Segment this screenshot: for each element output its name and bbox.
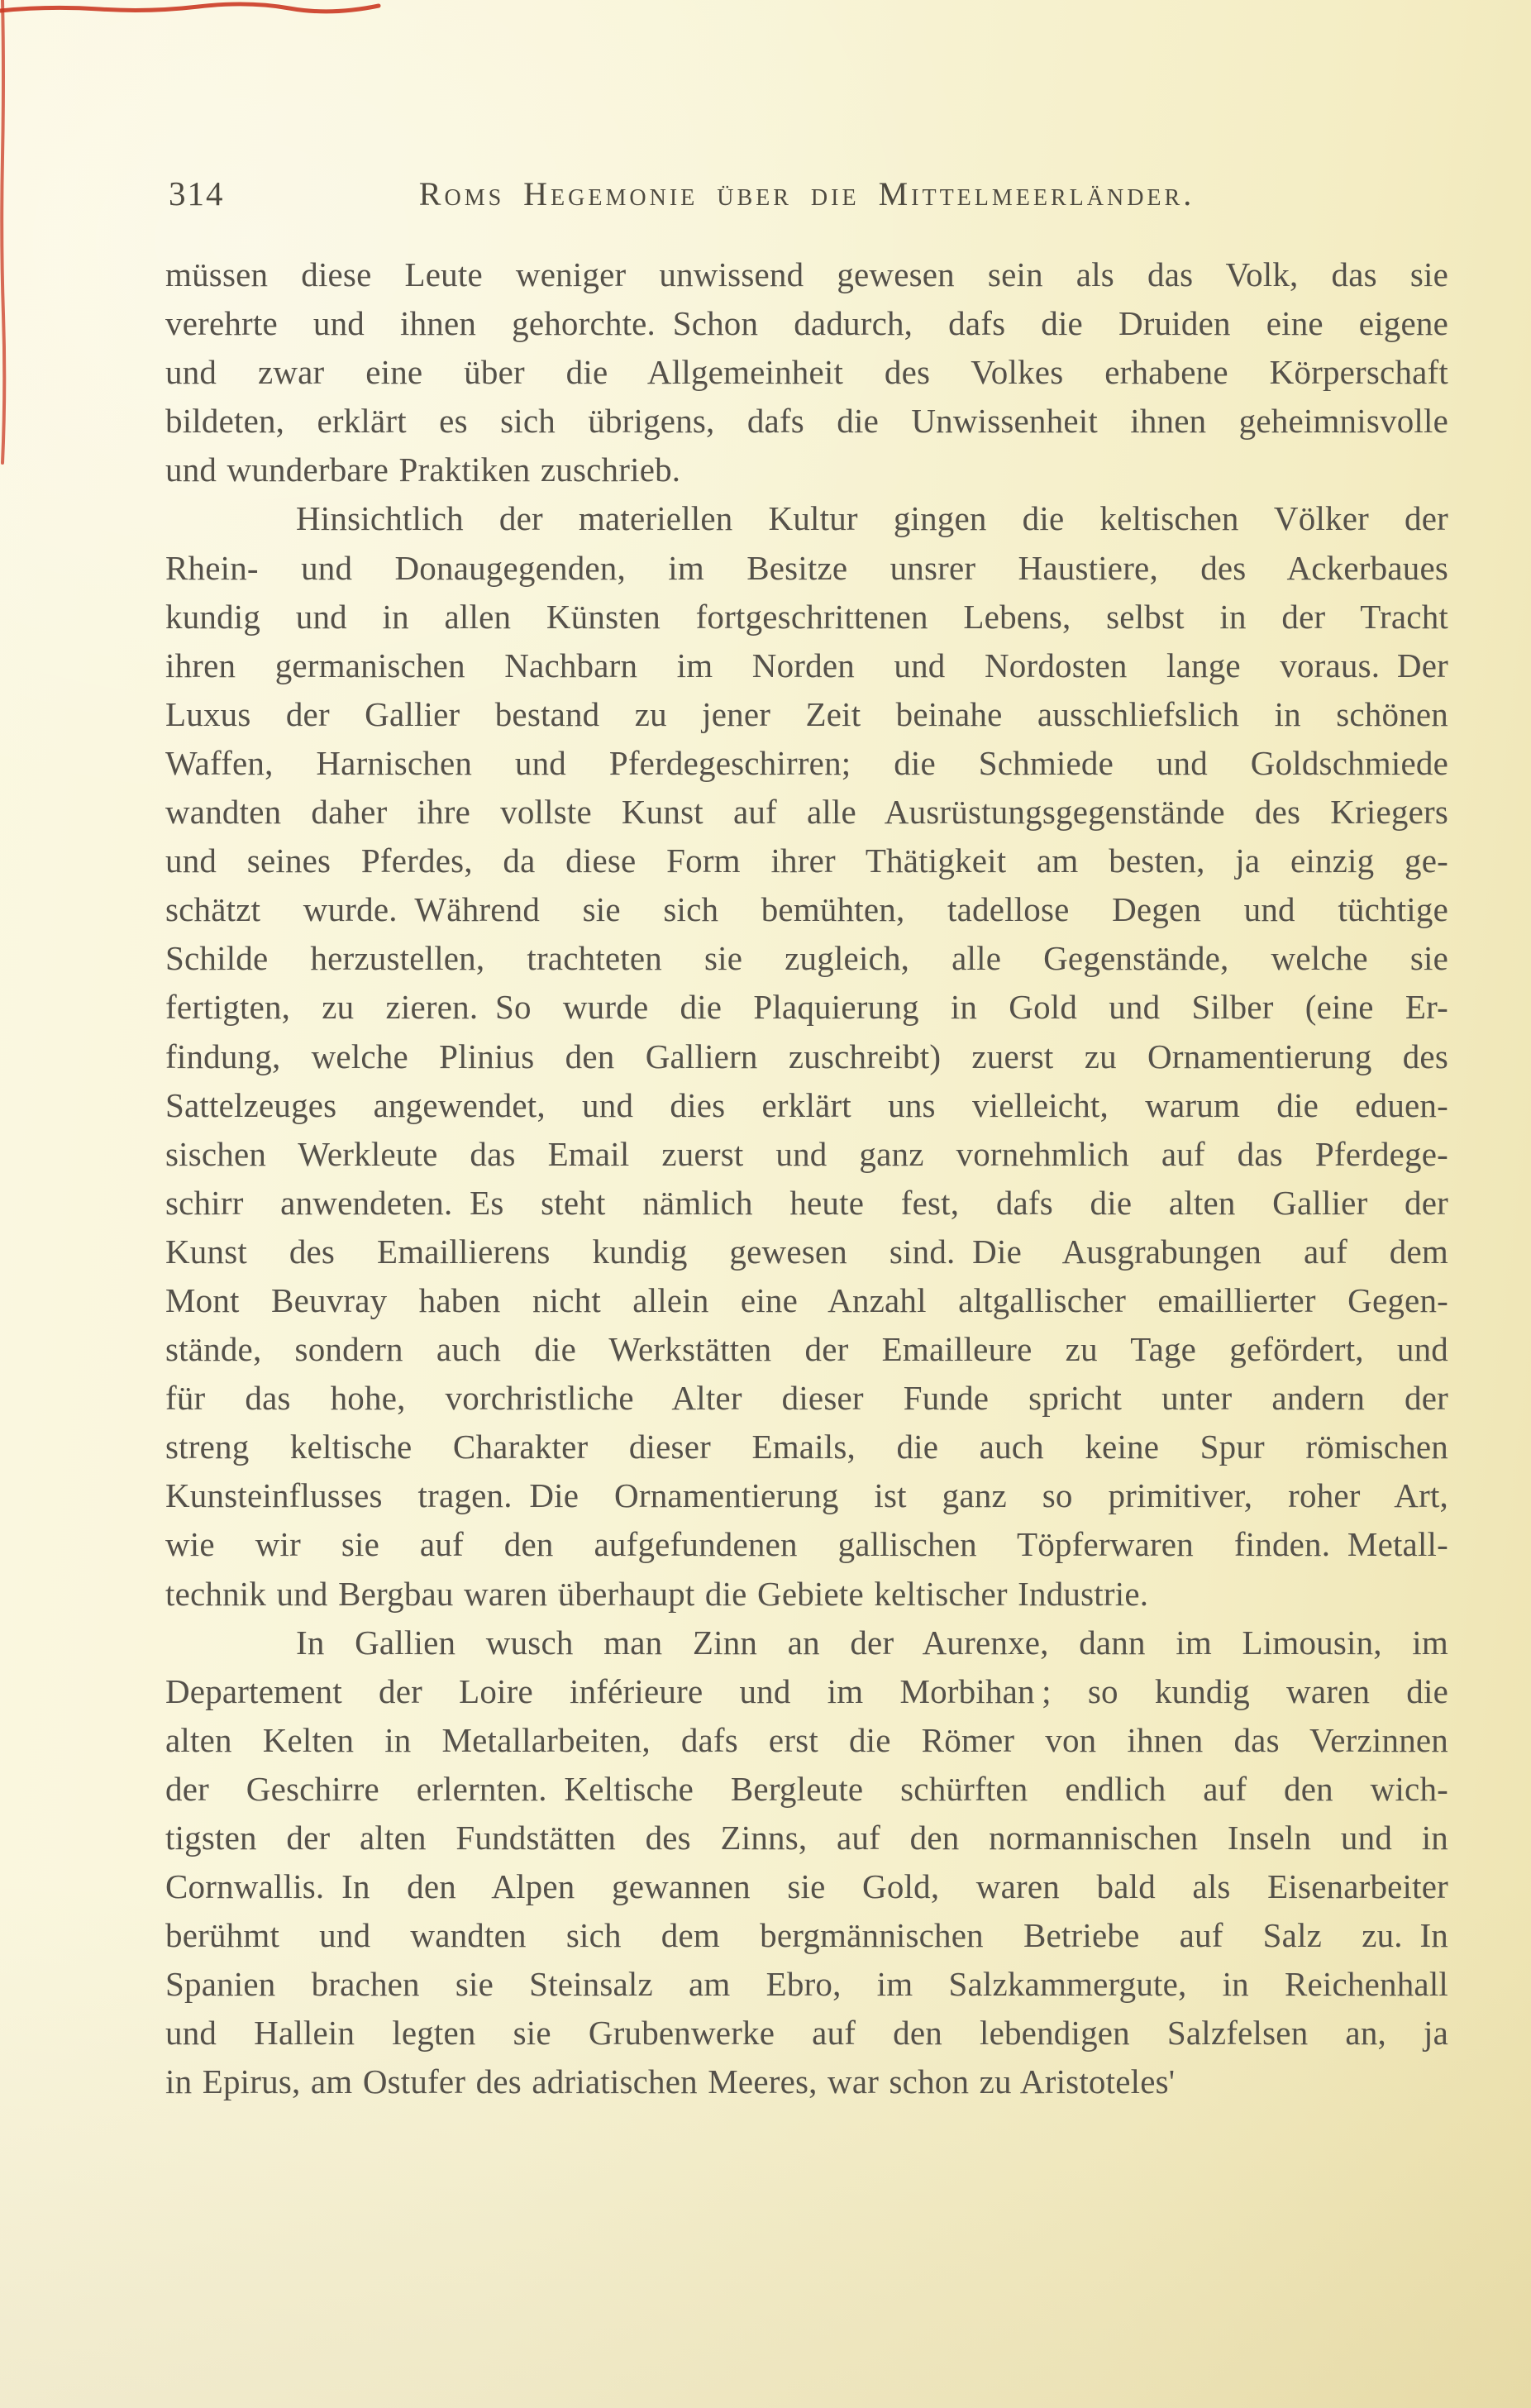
text-line: in Epirus, am Ostufer des adriatischen Meeres, war schon zu Aristoteles': [165, 2062, 1176, 2101]
text-line: Spanien brachen sie Steinsalz am Ebro, im Salzkammergute, in Reichenhall: [165, 1965, 1448, 2004]
text-line: Kunst des Emaillierens kundig gewesen sind. Die Ausgrabungen auf dem: [165, 1232, 1448, 1271]
text-line: berühmt und wandten sich dem bergmännischen Betriebe auf Salz zu. In: [165, 1916, 1448, 1955]
text-line: Departement der Loire inférieure und im Morbihan ; so kundig waren die: [165, 1671, 1448, 1710]
text-line: technik und Bergbau waren überhaupt die Gebiete keltischer Industrie.: [165, 1574, 1149, 1613]
text-line: bildeten, erklärt es sich übrigens, dafs die Unwissenheit ihnen geheimnisvolle: [165, 402, 1448, 441]
text-line: In Gallien wusch man Zinn an der Aurenxe, dann im Limousin, im: [296, 1623, 1448, 1662]
text-line: stände, sondern auch die Werkstätten der Emailleure zu Tage gefördert, und: [165, 1330, 1448, 1369]
page-header: [165, 174, 1448, 220]
page-text: [165, 250, 1448, 2107]
text-line: Waffen, Harnischen und Pferdegeschirren; die Schmiede und Goldschmiede: [165, 743, 1448, 782]
text-line: wie wir sie auf den aufgefundenen gallischen Töpferwaren finden. Metall-: [165, 1525, 1448, 1564]
text-line: der Geschirre erlernten. Keltische Bergleute schürften endlich auf den wich-: [165, 1769, 1448, 1808]
text-line: Luxus der Gallier bestand zu jener Zeit beinahe ausschliefslich in schönen: [165, 694, 1448, 733]
page-number: 314: [169, 174, 225, 212]
text-line: Schilde herzustellen, trachteten sie zugleich, alle Gegenstände, welche sie: [165, 939, 1448, 978]
text-line: ihren germanischen Nachbarn im Norden und Nordosten lange voraus. Der: [165, 646, 1448, 684]
red-edge-mark-top: [0, 4, 379, 12]
text-line: schirr anwendeten. Es steht nämlich heute fest, dafs die alten Gallier der: [165, 1183, 1448, 1222]
text-line: Mont Beuvray haben nicht allein eine Anzahl altgallischer emaillierter Gegen-: [165, 1280, 1448, 1319]
text-line: Cornwallis. In den Alpen gewannen sie Gold, waren bald als Eisenarbeiter: [165, 1867, 1448, 1906]
text-line: müssen diese Leute weniger unwissend gewesen sein als das Volk, das sie: [165, 255, 1448, 293]
text-line: fertigten, zu zieren. So wurde die Plaquierung in Gold und Silber (eine Er-: [165, 988, 1448, 1027]
text-line: Rhein- und Donaugegenden, im Besitze unsrer Haustiere, des Ackerbaues: [165, 548, 1448, 587]
text-line: Kunsteinflusses tragen. Die Ornamentierung ist ganz so primitiver, roher Art,: [165, 1476, 1448, 1515]
text-line: schätzt wurde. Während sie sich bemühten, tadellose Degen und tüchtige: [165, 890, 1448, 929]
red-edge-mark-left: [2, 0, 4, 463]
text-line: Hinsichtlich der materiellen Kultur gingen die keltischen Völker der: [296, 499, 1448, 538]
text-line: findung, welche Plinius den Galliern zuschreibt) zuerst zu Ornamentierung des: [165, 1037, 1448, 1075]
running-title: Roms Hegemonie über die Mittelmeerländer.: [418, 175, 1195, 212]
text-line: und seines Pferdes, da diese Form ihrer Thätigkeit am besten, ja einzig ge-: [165, 842, 1448, 880]
text-line: und zwar eine über die Allgemeinheit des Volkes erhabene Körperschaft: [165, 353, 1448, 392]
text-line: für das hohe, vorchristliche Alter dieser Funde spricht unter andern der: [165, 1379, 1448, 1418]
text-line: streng keltische Charakter dieser Emails, die auch keine Spur römischen: [165, 1428, 1448, 1466]
text-line: tigsten der alten Fundstätten des Zinns, auf den normannischen Inseln und in: [165, 1819, 1448, 1857]
text-line: alten Kelten in Metallarbeiten, dafs erst die Römer von ihnen das Verzinnen: [165, 1720, 1448, 1759]
text-line: sischen Werkleute das Email zuerst und ganz vornehmlich auf das Pferdege-: [165, 1134, 1448, 1173]
text-line: kundig und in allen Künsten fortgeschrittenen Lebens, selbst in der Tracht: [165, 597, 1448, 636]
text-line: wandten daher ihre vollste Kunst auf alle Ausrüstungsgegenstände des Kriegers: [165, 793, 1448, 832]
text-line: und Hallein legten sie Grubenwerke auf den lebendigen Salzfelsen an, ja: [165, 2014, 1448, 2053]
text-line: verehrte und ihnen gehorchte. Schon dadurch, dafs die Druiden eine eigene: [165, 304, 1448, 343]
text-line: und wunderbare Praktiken zuschrieb.: [165, 451, 681, 489]
text-line: Sattelzeuges angewendet, und dies erklärt uns vielleicht, warum die eduen-: [165, 1085, 1448, 1124]
